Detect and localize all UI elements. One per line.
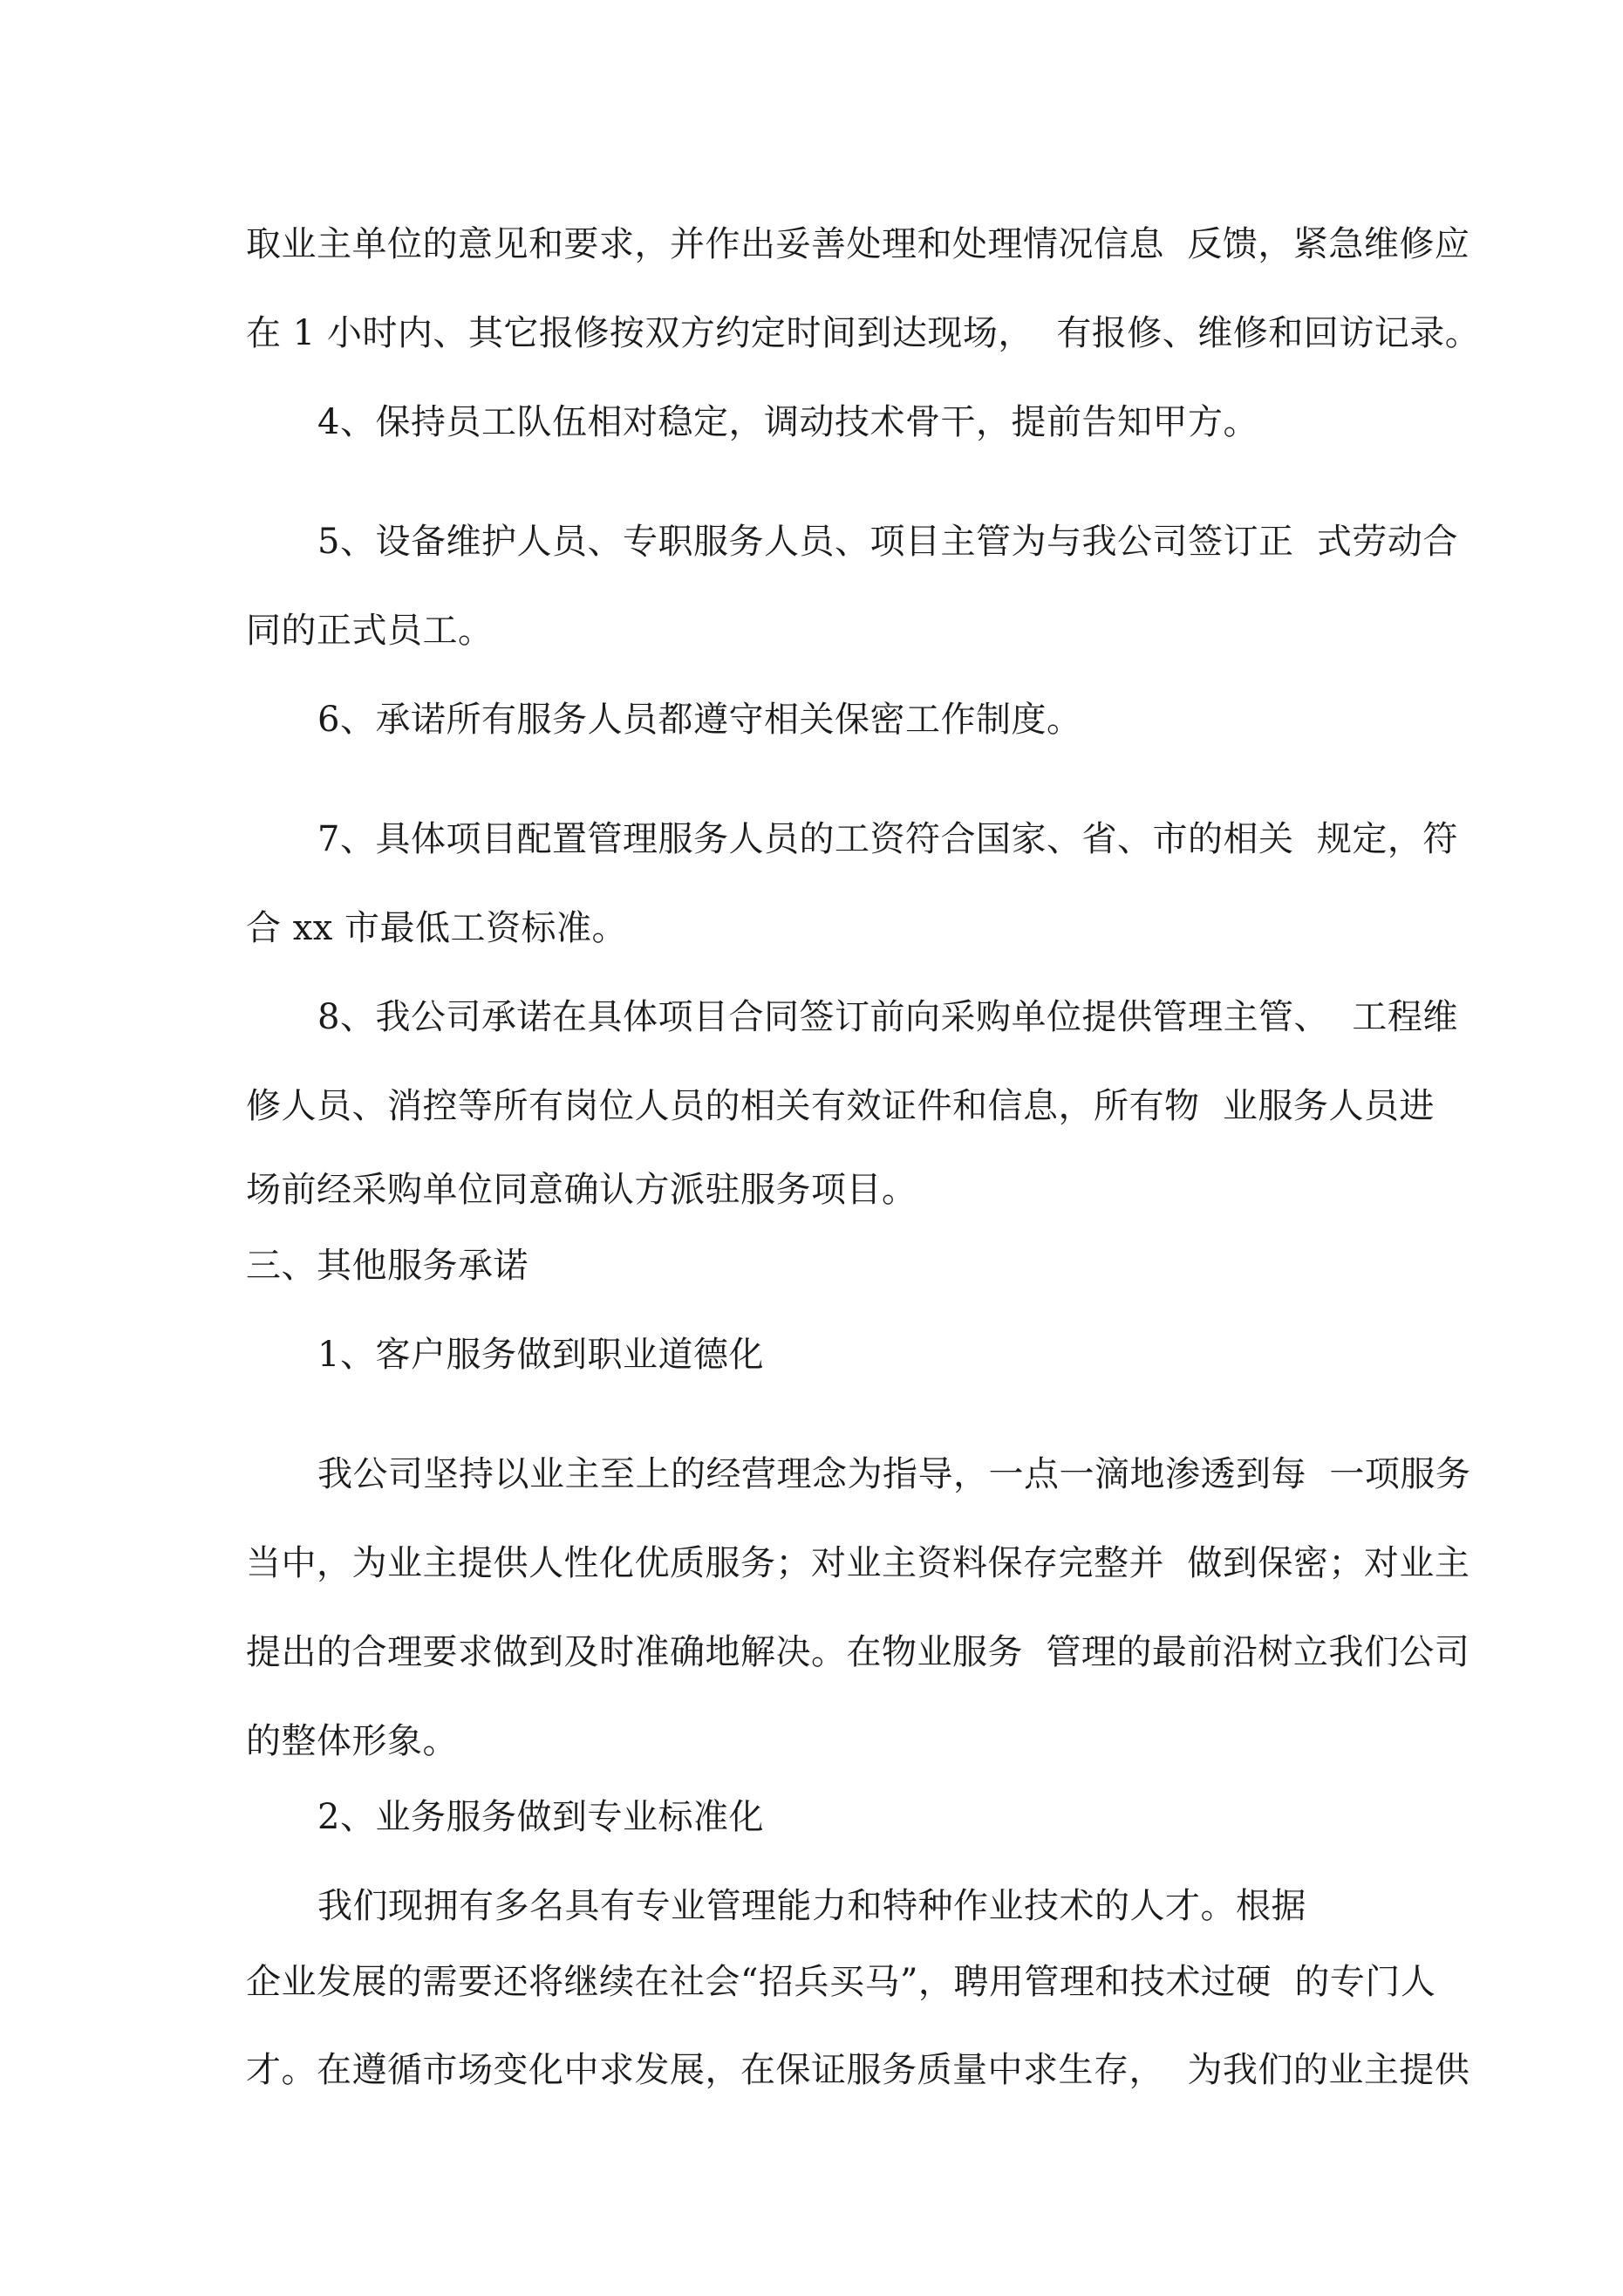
body-text-line: 合 xx 市最低工资标准。 <box>246 908 628 948</box>
body-text-line: 企业发展的需要还将继续在社会“招兵买马”，聘用管理和技术过硬 的专门人 <box>246 1962 1436 2002</box>
body-text-line: 修人员、消控等所有岗位人员的相关有效证件和信息，所有物 业服务人员进 <box>246 1086 1435 1126</box>
body-text-line: 场前经采购单位同意确认方派驻服务项目。 <box>246 1170 917 1210</box>
list-item-4: 4、保持员工队伍相对稳定，调动技术骨干，提前告知甲方。 <box>317 402 1258 442</box>
body-text-line: 我们现拥有多名具有专业管理能力和特种作业技术的人才。根据 <box>317 1886 1306 1926</box>
subsection-heading: 2、业务服务做到专业标准化 <box>317 1797 764 1837</box>
list-item-7: 7、具体项目配置管理服务人员的工资符合国家、省、市的相关 规定，符 <box>317 819 1458 859</box>
list-item-5: 5、设备维护人员、专职服务人员、项目主管为与我公司签订正 式劳动合 <box>317 522 1458 562</box>
subsection-heading: 1、客户服务做到职业道德化 <box>317 1335 764 1375</box>
list-item-8: 8、我公司承诺在具体项目合同签订前向采购单位提供管理主管、 工程维 <box>317 997 1458 1037</box>
list-item-6: 6、承诺所有服务人员都遵守相关保密工作制度。 <box>317 700 1082 740</box>
body-text-line: 的整体形象。 <box>246 1721 458 1761</box>
section-heading: 三、其他服务承诺 <box>246 1246 528 1286</box>
body-text-line: 取业主单位的意见和要求，并作出妥善处理和处理情况信息 反馈，紧急维修应 <box>246 224 1470 264</box>
body-text-line: 提出的合理要求做到及时准确地解决。在物业服务 管理的最前沿树立我们公司 <box>246 1632 1470 1672</box>
body-text-line: 同的正式员工。 <box>246 611 494 651</box>
body-text-line: 在 1 小时内、其它报修按双方约定时间到达现场， 有报修、维修和回访记录。 <box>246 313 1481 353</box>
body-text-line: 才。在遵循市场变化中求发展，在保证服务质量中求生存， 为我们的业主提供 <box>246 2050 1470 2090</box>
body-text-line: 当中，为业主提供人性化优质服务；对业主资料保存完整并 做到保密；对业主 <box>246 1543 1470 1583</box>
body-text-line: 我公司坚持以业主至上的经营理念为指导，一点一滴地渗透到每 一项服务 <box>317 1454 1471 1494</box>
